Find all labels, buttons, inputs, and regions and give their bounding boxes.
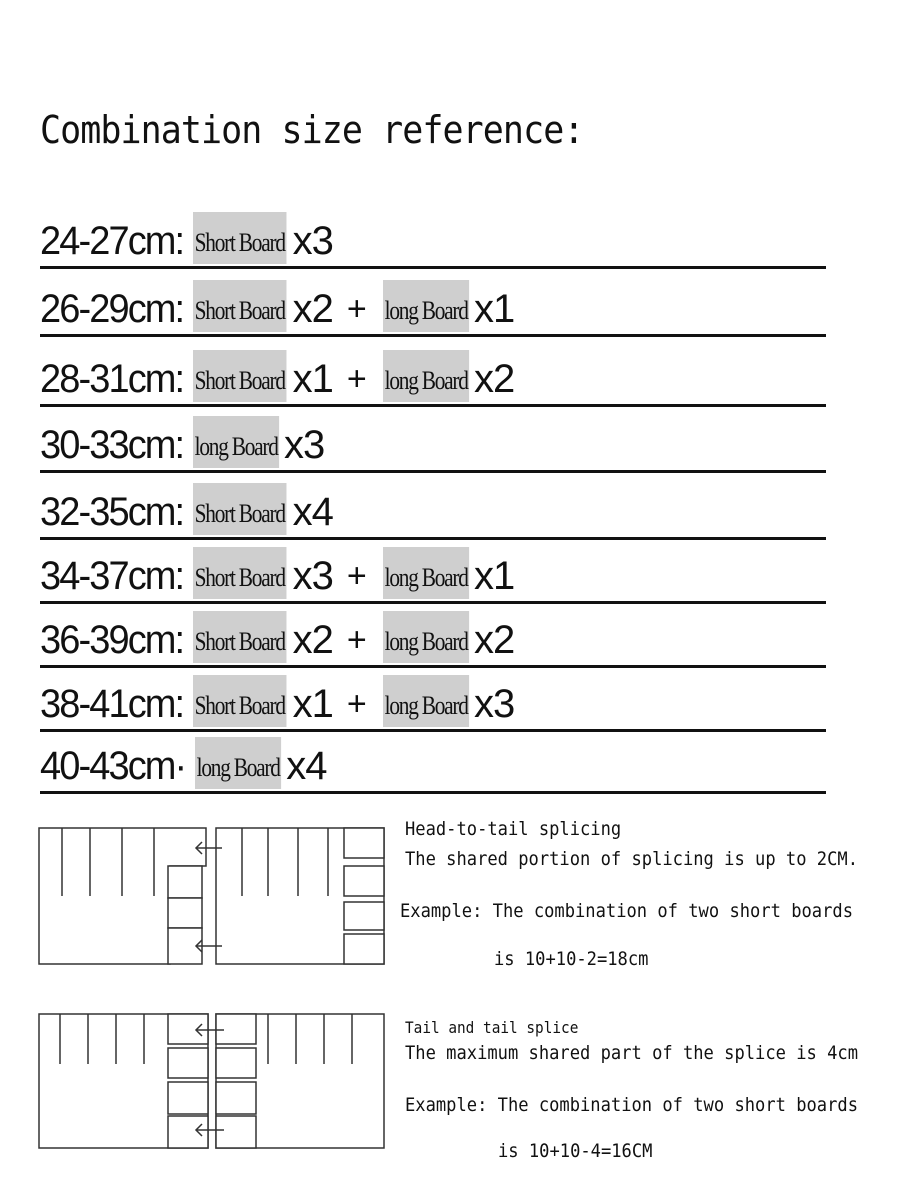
tail-to-tail-diagram bbox=[38, 1012, 388, 1152]
board-quantity: x3 bbox=[284, 423, 325, 467]
splice1-line3: is 10+10-2=18cm bbox=[494, 948, 649, 970]
board-label: long Board bbox=[383, 280, 469, 332]
plus-sign: + bbox=[346, 360, 367, 398]
board-label: long Board bbox=[383, 611, 469, 663]
size-row bbox=[40, 542, 826, 604]
board-quantity: x1 bbox=[292, 357, 333, 401]
size-range: 28-31cm: bbox=[40, 357, 184, 401]
board-quantity: x2 bbox=[292, 287, 333, 331]
size-row bbox=[40, 275, 826, 337]
board-label: Short Board bbox=[193, 483, 286, 535]
board-quantity: x3 bbox=[474, 682, 515, 726]
splice2-line1: The maximum shared part of the splice is 4cm bbox=[405, 1042, 858, 1064]
board-quantity: x1 bbox=[474, 287, 515, 331]
board-quantity: x3 bbox=[292, 554, 333, 598]
board-quantity: x1 bbox=[292, 682, 333, 726]
splice1-heading: Head-to-tail splicing bbox=[405, 818, 622, 840]
plus-sign: + bbox=[346, 290, 367, 328]
size-row bbox=[40, 345, 826, 407]
plus-sign: + bbox=[346, 685, 367, 723]
plus-sign: + bbox=[346, 557, 367, 595]
splice1-line2: Example: The combination of two short boards bbox=[400, 900, 853, 922]
size-row bbox=[40, 670, 826, 732]
board-quantity: x3 bbox=[292, 219, 333, 263]
board-label: long Board bbox=[193, 416, 279, 468]
board-label: Short Board bbox=[193, 611, 286, 663]
size-range: 32-35cm: bbox=[40, 490, 184, 534]
size-row bbox=[40, 732, 826, 794]
board-label: long Board bbox=[383, 350, 469, 402]
board-label: Short Board bbox=[193, 212, 286, 264]
splice2-line2: Example: The combination of two short boards bbox=[405, 1094, 858, 1116]
size-row bbox=[40, 478, 826, 540]
splice2-line3: is 10+10-4=16CM bbox=[498, 1140, 653, 1162]
plus-sign: + bbox=[346, 621, 367, 659]
size-range: 26-29cm: bbox=[40, 287, 184, 331]
board-label: Short Board bbox=[193, 280, 286, 332]
board-quantity: x2 bbox=[474, 618, 515, 662]
size-range: 34-37cm: bbox=[40, 554, 184, 598]
page-title: Combination size reference: bbox=[40, 108, 584, 152]
size-range: 30-33cm: bbox=[40, 423, 184, 467]
board-quantity: x4 bbox=[292, 490, 333, 534]
board-quantity: x4 bbox=[286, 744, 327, 788]
head-to-tail-diagram bbox=[38, 826, 388, 966]
board-label: long Board bbox=[383, 547, 469, 599]
board-quantity: x1 bbox=[474, 554, 515, 598]
size-row bbox=[40, 606, 826, 668]
board-label: Short Board bbox=[193, 547, 286, 599]
board-label: Short Board bbox=[193, 675, 286, 727]
splice1-line1: The shared portion of splicing is up to 2CM. bbox=[405, 848, 858, 870]
splice2-heading: Tail and tail splice bbox=[405, 1018, 579, 1037]
board-quantity: x2 bbox=[292, 618, 333, 662]
size-row bbox=[40, 411, 826, 473]
board-quantity: x2 bbox=[474, 357, 515, 401]
size-range: 40-43cm· bbox=[40, 744, 186, 788]
size-row bbox=[40, 207, 826, 269]
board-label: Short Board bbox=[193, 350, 286, 402]
size-range: 38-41cm: bbox=[40, 682, 184, 726]
board-label: long Board bbox=[195, 737, 281, 789]
size-range: 24-27cm: bbox=[40, 219, 184, 263]
size-range: 36-39cm: bbox=[40, 618, 184, 662]
board-label: long Board bbox=[383, 675, 469, 727]
